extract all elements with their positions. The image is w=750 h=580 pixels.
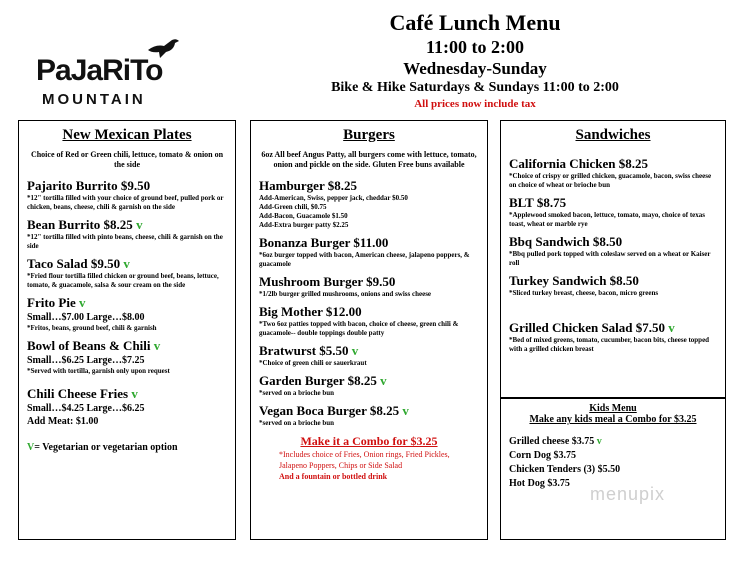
- menu-item: [259, 235, 479, 269]
- legend-v: V: [27, 442, 35, 453]
- item-name: Garden Burger $8.25: [259, 373, 377, 388]
- menu-item: [27, 338, 227, 376]
- menu-item: [509, 156, 717, 190]
- item-name: BLT $8.75: [509, 195, 567, 210]
- vegetarian-legend: [27, 442, 227, 453]
- menu-item: [27, 178, 227, 212]
- item-sizes: Small…$4.25 Large…$6.25: [27, 403, 145, 414]
- vegetarian-mark: v: [131, 386, 138, 401]
- vegetarian-mark: v: [136, 217, 143, 232]
- section-note: 6oz All beef Angus Patty, all burgers come with lettuce, tomato, onion and pickle on the side. Gluten Free buns available: [261, 150, 477, 169]
- item-desc: *12" tortilla filled with your choice of ground beef, pulled pork or chicken, beans, cheese, chili & garnish on the side: [27, 194, 224, 211]
- vegetarian-mark: v: [351, 343, 359, 358]
- menu-item: [259, 178, 479, 230]
- sandwiches-section: [500, 120, 726, 398]
- item-name: Turkey Sandwich $8.50: [509, 273, 639, 288]
- item-name: Taco Salad $9.50: [27, 256, 121, 271]
- combo-offer: [259, 434, 479, 482]
- menu-item: [259, 274, 479, 299]
- section-title: Burgers: [343, 127, 395, 143]
- item-name: Hamburger $8.25: [259, 178, 357, 193]
- item-name: Bonanza Burger $11.00: [259, 235, 389, 250]
- section-note: Choice of Red or Green chili, lettuce, tomato & onion on the side: [30, 150, 224, 169]
- section-title: New Mexican Plates: [62, 127, 192, 143]
- item-desc: *Applewood smoked bacon, lettuce, tomato, mayo, choice of texas toast, wheat or marble rye: [509, 211, 705, 228]
- item-name: Pajarito Burrito $9.50: [27, 178, 151, 193]
- vegetarian-mark: v: [668, 320, 675, 335]
- menu-header: [300, 10, 650, 111]
- menu-time: 11:00 to 2:00: [426, 37, 524, 57]
- item-desc: *Served with tortilla, garnish only upon request: [27, 367, 170, 375]
- vegetarian-mark: v: [402, 403, 409, 418]
- combo-desc: *Includes choice of Fries, Onion rings, Fried Pickles, Jalapeno Poppers, Chips or Side Salad: [279, 450, 450, 470]
- menu-days: Wednesday-Sunday: [403, 59, 547, 78]
- item-name: Hot Dog $3.75: [509, 478, 570, 489]
- menu-item: [27, 386, 227, 428]
- item-name: Big Mother $12.00: [259, 304, 362, 319]
- item-desc: *1/2lb burger grilled mushrooms, onions and swiss cheese: [259, 290, 432, 298]
- combo-drink: And a fountain or bottled drink: [279, 472, 388, 481]
- menu-title: Café Lunch Menu: [389, 10, 561, 35]
- item-name: Bowl of Beans & Chili: [27, 338, 151, 353]
- menu-item: [509, 320, 717, 354]
- kids-item: [509, 435, 717, 449]
- item-name: Corn Dog $3.75: [509, 450, 576, 461]
- item-name: Bbq Sandwich $8.50: [509, 234, 623, 249]
- item-desc: *Choice of green chili or sauerkraut: [259, 359, 367, 367]
- logo-sub: MOUNTAIN: [42, 91, 146, 108]
- menu-item: [509, 195, 717, 229]
- pajarito-logo: [36, 36, 196, 106]
- item-desc: *Bed of mixed greens, tomato, cucumber, bacon bits, cheese topped with a grilled chicken breast: [509, 336, 710, 353]
- item-desc: *Fritos, beans, ground beef, chili & garnish: [27, 324, 157, 332]
- item-sizes: Small…$6.25 Large…$7.25: [27, 355, 145, 366]
- item-desc: *Two 6oz patties topped with bacon, choice of cheese, green chili & guacamole-- double toppings double patty: [259, 320, 459, 337]
- new-mexican-section: [18, 120, 236, 540]
- item-name: Mushroom Burger $9.50: [259, 274, 396, 289]
- item-desc: *served on a brioche bun: [259, 389, 335, 397]
- section-title: Sandwiches: [575, 127, 651, 143]
- menu-weekend: Bike & Hike Saturdays & Sundays 11:00 to 2:00: [331, 80, 619, 95]
- menu-item: [27, 256, 227, 290]
- legend-text: = Vegetarian or vegetarian option: [34, 442, 178, 453]
- item-name: Chicken Tenders (3) $5.50: [509, 464, 621, 475]
- item-sizes: Small…$7.00 Large…$8.00: [27, 312, 145, 323]
- menu-item: [509, 234, 717, 268]
- vegetarian-mark: v: [380, 373, 387, 388]
- item-name: Bean Burrito $8.25: [27, 217, 133, 232]
- item-name: Chili Cheese Fries: [27, 386, 129, 401]
- item-name: Vegan Boca Burger $8.25: [259, 403, 400, 418]
- kids-item: [509, 463, 717, 477]
- item-desc: *Fried flour tortilla filled chicken or ground beef, beans, lettuce, tomato, & guacamole, salsa & sour cream on the side: [27, 272, 219, 289]
- item-desc: *Bbq pulled pork topped with coleslaw served on a wheat or Kaiser roll: [509, 250, 711, 267]
- item-desc: *served on a brioche bun: [259, 419, 335, 427]
- item-desc: Add-American, Swiss, pepper jack, cheddar $0.50 Add-Green chili, $0.75 Add-Bacon, Guacamole $1.50 Add-Extra burger patty $2.25: [259, 194, 408, 229]
- item-name: Grilled cheese $3.75: [509, 436, 595, 447]
- vegetarian-mark: v: [596, 436, 602, 447]
- burgers-section: [250, 120, 488, 540]
- item-desc: *12" tortilla filled with pinto beans, cheese, chili & garnish on the side: [27, 233, 223, 250]
- menu-item: [259, 343, 479, 368]
- item-name: Bratwurst $5.50: [259, 343, 349, 358]
- watermark: menupix: [590, 484, 666, 504]
- vegetarian-mark: v: [78, 295, 86, 310]
- logo-word: PaJaRiTo: [36, 54, 163, 87]
- kids-item: [509, 449, 717, 463]
- item-desc: *Sliced turkey breast, cheese, bacon, micro greens: [509, 289, 659, 297]
- item-name: Grilled Chicken Salad $7.50: [509, 320, 666, 335]
- vegetarian-mark: v: [123, 256, 130, 271]
- prices-note: All prices now include tax: [414, 98, 536, 110]
- kids-title: Kids Menu: [589, 403, 637, 414]
- menu-item: [259, 373, 479, 398]
- item-desc: *Choice of crispy or grilled chicken, guacamole, bacon, swiss cheese on choice of wheat or brioche bun: [509, 172, 712, 189]
- item-name: California Chicken $8.25: [509, 156, 649, 171]
- menu-item: [259, 304, 479, 338]
- item-name: Frito Pie: [27, 295, 76, 310]
- menu-item: [27, 217, 227, 251]
- item-addon: Add Meat: $1.00: [27, 416, 99, 427]
- vegetarian-mark: v: [153, 338, 161, 353]
- menu-item: [509, 273, 717, 298]
- menu-item: [27, 295, 227, 333]
- menu-item: [259, 403, 479, 428]
- kids-subtitle: Make any kids meal a Combo for $3.25: [529, 414, 697, 425]
- item-desc: *6oz burger topped with bacon, American cheese, jalapeno poppers, & guacamole: [259, 251, 470, 268]
- combo-title: Make it a Combo for $3.25: [300, 434, 438, 448]
- kids-section: [500, 398, 726, 540]
